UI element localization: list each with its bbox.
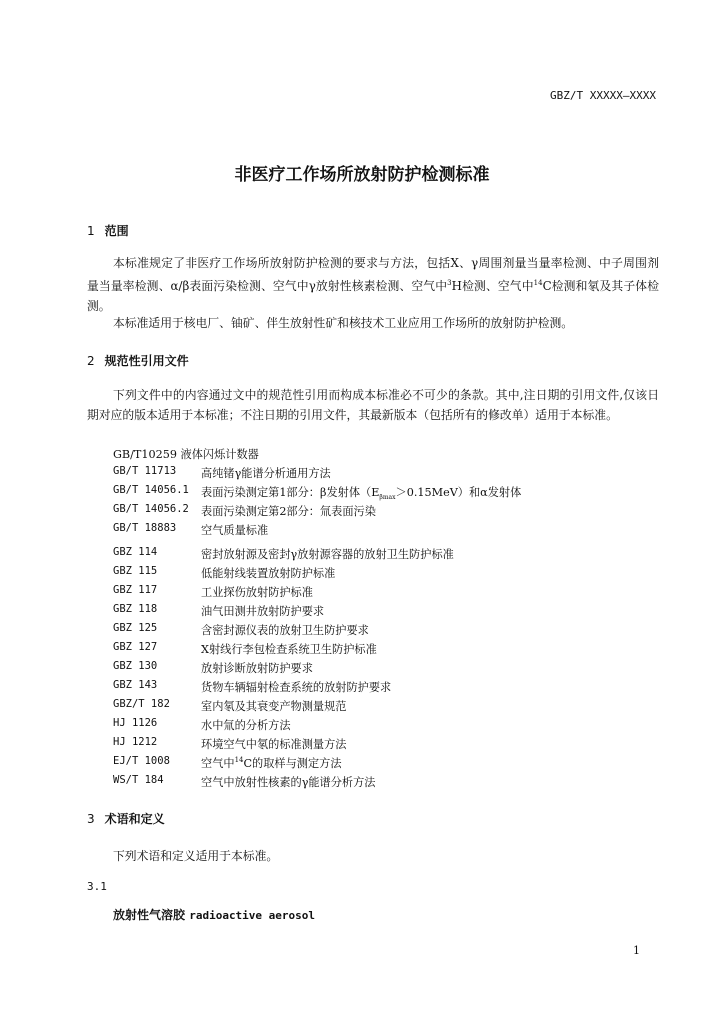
reference-code: GBZ 127 — [113, 641, 158, 653]
reference-title — [201, 484, 521, 501]
section-title: 范围 — [104, 224, 129, 238]
reference-code: GB/T 14056.2 — [113, 503, 189, 515]
section-title: 术语和定义 — [104, 812, 165, 826]
reference-code: HJ 1212 — [113, 736, 158, 748]
reference-code: GB/T 18883 — [113, 522, 177, 534]
reference-code: GBZ 117 — [113, 584, 158, 596]
reference-title: 密封放射源及密封γ放射源容器的放射卫生防护标准 — [201, 548, 454, 561]
page-number: 1 — [633, 944, 640, 957]
section-number: 1 — [87, 224, 95, 238]
scope-text: C检测和氡及其子体检测。 — [87, 279, 659, 313]
reference-title-part: C的取样与测定方法 — [243, 757, 342, 770]
subscript: βmax — [379, 494, 396, 502]
reference-code: HJ 1126 — [113, 717, 158, 729]
reference-code: GBZ 115 — [113, 565, 158, 577]
reference-title: 室内氡及其衰变产物测量规范 — [201, 700, 347, 713]
scope-text: 本标准规定了非医疗工作场所放射防护检测的要求与方法，包括X、γ周围剂量当量率检测、中子周围剂量当量率检测、α/β表面污染检测、空气中γ放射性核素检测、空气中 — [87, 256, 659, 293]
reference-code: WS/T 184 — [113, 774, 164, 786]
reference-code: GBZ 143 — [113, 679, 158, 691]
reference-title: 高纯锗γ能谱分析通用方法 — [201, 467, 331, 480]
section-title: 规范性引用文件 — [104, 354, 189, 368]
reference-title: 放射诊断放射防护要求 — [201, 662, 313, 675]
term-chinese: 放射性气溶胶 — [113, 908, 186, 922]
page-title: 非医疗工作场所放射防护检测标准 — [234, 165, 490, 185]
document-code: GBZ/T XXXXX—XXXX — [550, 89, 656, 102]
reference-text: GB/T10259 液体闪烁计数器 — [113, 448, 259, 461]
section-2-heading — [87, 352, 189, 369]
superscript: 14 — [533, 279, 543, 287]
reference-code: GB/T 11713 — [113, 465, 177, 477]
reference-code: GB/T 14056.1 — [113, 484, 189, 496]
reference-code: GBZ 118 — [113, 603, 158, 615]
reference-title: 低能射线装置放射防护标准 — [201, 567, 336, 580]
section-number: 3 — [87, 812, 95, 826]
reference-code: EJ/T 1008 — [113, 755, 170, 767]
section-number: 2 — [87, 354, 95, 368]
reference-title: X射线行李包检查系统卫生防护标准 — [201, 643, 377, 656]
superscript: 3 — [447, 279, 452, 287]
clause-number: 3.1 — [87, 880, 107, 893]
term-entry — [113, 906, 315, 923]
reference-title-part: 表面污染测定第1部分：β发射体（E — [201, 486, 380, 499]
reference-code: GBZ 114 — [113, 546, 158, 558]
section-3-heading — [87, 810, 165, 827]
reference-title: 油气田测井放射防护要求 — [201, 605, 325, 618]
reference-title: 货物车辆辐射检查系统的放射防护要求 — [201, 681, 392, 694]
superscript: 14 — [234, 756, 244, 764]
reference-title: 空气质量标准 — [201, 524, 269, 537]
reference-title-part: 空气中 — [201, 757, 235, 770]
reference-title: 工业探伤放射防护标准 — [201, 586, 313, 599]
scope-text: H检测、空气中 — [451, 279, 534, 293]
reference-code: GBZ/T 182 — [113, 698, 170, 710]
scope-paragraph-1 — [87, 253, 659, 316]
normative-intro: 下列文件中的内容通过文中的规范性引用而构成本标准必不可少的条款。其中,注日期的引用文件,仅该日期对应的版本适用于本标准；不注日期的引用文件，其最新版本（包括所有的修改单）适用于本标准。 — [87, 388, 659, 422]
terms-intro: 下列术语和定义适用于本标准。 — [113, 849, 279, 863]
term-english: radioactive aerosol — [189, 909, 316, 922]
reference-title-part: ＞0.15MeV）和α发射体 — [395, 486, 522, 499]
reference-title — [201, 755, 342, 771]
reference-title: 水中氚的分析方法 — [201, 719, 291, 732]
section-1-heading — [87, 222, 129, 239]
reference-title: 空气中放射性核素的γ能谱分析方法 — [201, 776, 376, 789]
reference-title: 含密封源仪表的放射卫生防护要求 — [201, 624, 369, 637]
reference-title: 环境空气中氡的标准测量方法 — [201, 738, 347, 751]
reference-code: GBZ 130 — [113, 660, 158, 672]
scope-paragraph-2: 本标准适用于核电厂、铀矿、伴生放射性矿和核技术工业应用工作场所的放射防护检测。 — [113, 316, 574, 330]
reference-title: 表面污染测定第2部分：氚表面污染 — [201, 505, 376, 518]
reference-code: GBZ 125 — [113, 622, 158, 634]
